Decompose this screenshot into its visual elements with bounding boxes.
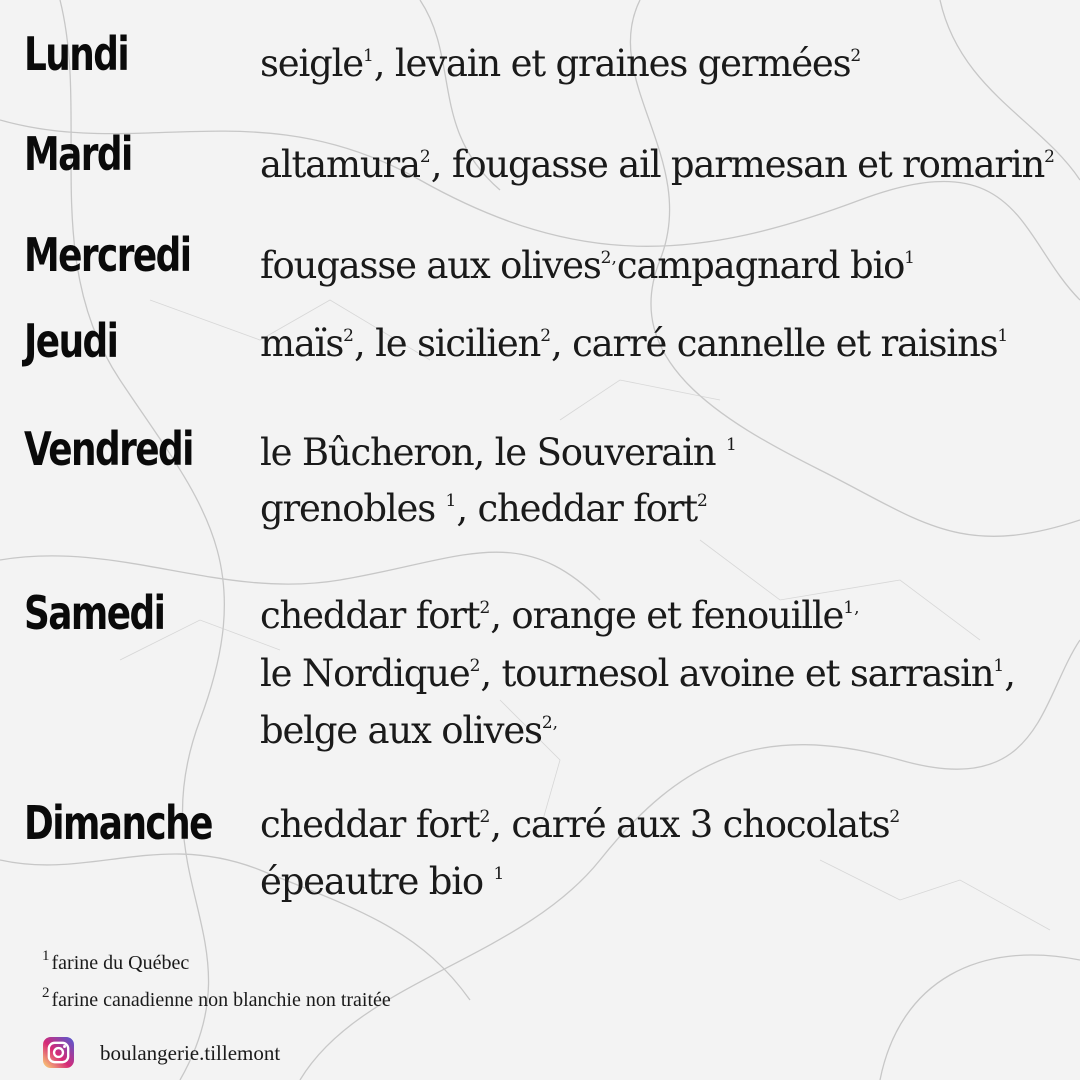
footnote-ref: 2, (541, 713, 559, 733)
footnote-ref: 1 (993, 656, 1005, 676)
footnote-ref: 2, (600, 248, 617, 268)
footnote-ref: 2 (469, 656, 481, 676)
bread-text: belge aux olives (260, 709, 542, 752)
footnote-ref: 2 (419, 147, 431, 167)
bread-text: épeautre bio (260, 860, 494, 903)
bread-text: , orange et fenouille (490, 594, 844, 637)
bread-text: seigle (260, 42, 363, 85)
bread-text: , carré aux 3 chocolats (490, 803, 890, 846)
day-label-mardi: Mardi (24, 127, 132, 181)
footnote-ref: 1 (726, 435, 737, 455)
bread-line (260, 322, 1009, 365)
bread-line (260, 42, 862, 85)
bread-text: , fougasse ail parmesan et romarin (430, 143, 1045, 186)
bread-line (260, 803, 901, 846)
footnote-marker: 2 (42, 985, 50, 1001)
footnote-ref: 1 (493, 864, 505, 884)
footnote-ref: 2 (696, 491, 708, 511)
instagram-icon[interactable] (43, 1037, 74, 1068)
bread-line (260, 860, 505, 903)
footnote-ref: 1 (362, 46, 374, 66)
bread-line (260, 244, 915, 287)
footnote-ref: 1 (997, 326, 1009, 346)
bread-text: maïs (260, 322, 344, 365)
footnote-text: farine du Québec (51, 952, 190, 974)
footnote-2 (42, 985, 391, 1012)
bread-line (260, 143, 1055, 186)
bread-text: , (1004, 652, 1015, 695)
bread-text: , cheddar fort (456, 487, 697, 530)
footnote-1 (42, 948, 189, 975)
bread-line (260, 594, 860, 637)
bread-text: , carré cannelle et raisins (551, 322, 998, 365)
footnote-marker: 1 (42, 948, 50, 964)
bread-line (260, 652, 1015, 695)
bread-text: altamura (260, 143, 420, 186)
bread-text: , le sicilien (354, 322, 541, 365)
bread-text: grenobles (260, 487, 446, 530)
footnote-ref: 2 (479, 807, 491, 827)
footnote-ref: 2 (343, 326, 354, 346)
footnote-ref: 2 (540, 326, 552, 346)
bread-text: , levain et graines germées (373, 42, 851, 85)
bread-text: le Bûcheron, le Souverain (260, 431, 726, 474)
day-label-jeudi: Jeudi (24, 314, 118, 368)
day-label-lundi: Lundi (24, 27, 129, 81)
footnote-ref: 1 (904, 248, 915, 268)
bread-text: cheddar fort (260, 803, 480, 846)
day-label-samedi: Samedi (24, 586, 165, 640)
bread-line (260, 709, 559, 752)
bread-text: cheddar fort (260, 594, 480, 637)
bread-line (260, 487, 708, 530)
footnote-text: farine canadienne non blanchie non traitée (51, 989, 391, 1011)
day-label-dimanche: Dimanche (24, 796, 212, 850)
instagram-handle[interactable]: boulangerie.tillemont (100, 1041, 281, 1065)
footnote-ref: 2 (889, 807, 901, 827)
bread-text: campagnard bio (616, 244, 905, 287)
footnote-ref: 2 (1044, 147, 1055, 167)
bread-text: le Nordique (260, 652, 470, 695)
bread-line (260, 431, 737, 474)
day-label-vendredi: Vendredi (24, 422, 193, 476)
footnote-ref: 1, (843, 598, 860, 618)
bread-text: , tournesol avoine et sarrasin (480, 652, 994, 695)
footnote-ref: 2 (850, 46, 862, 66)
bread-text: fougasse aux olives (260, 244, 601, 287)
footnote-ref: 2 (479, 598, 491, 618)
footnote-ref: 1 (445, 491, 457, 511)
day-label-mercredi: Mercredi (24, 228, 191, 282)
